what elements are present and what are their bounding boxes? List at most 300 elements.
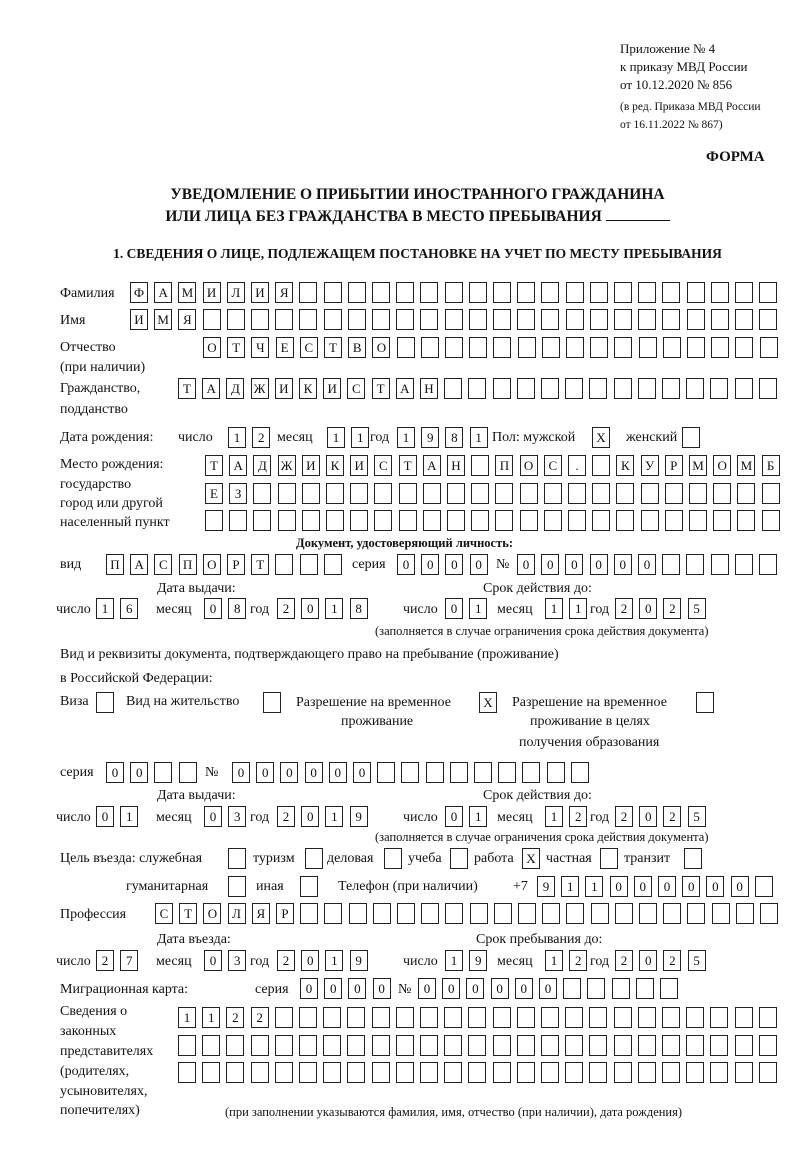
birthplace-box[interactable]: Б — [762, 455, 780, 476]
birthplace-box[interactable] — [616, 510, 634, 531]
visa-checkbox[interactable] — [96, 692, 114, 713]
name-box[interactable] — [348, 309, 366, 330]
stay-series-box[interactable]: 0 — [130, 762, 148, 783]
purpose-other-checkbox[interactable] — [300, 876, 318, 897]
stay-number-box[interactable] — [474, 762, 492, 783]
patronymic-box[interactable] — [639, 337, 657, 358]
stay-issue-year-box[interactable]: 1 — [325, 806, 343, 827]
stay-number-box[interactable] — [377, 762, 395, 783]
birthplace-box[interactable]: Т — [205, 455, 223, 476]
name-box[interactable] — [687, 309, 705, 330]
citizenship-box[interactable] — [686, 378, 704, 399]
id-kind-box[interactable]: С — [154, 554, 172, 575]
stay-until-day-box[interactable]: 1 — [445, 950, 463, 971]
migration-series-box[interactable]: 0 — [324, 978, 342, 999]
surname-box[interactable] — [687, 282, 705, 303]
birthplace-box[interactable] — [520, 483, 538, 504]
legal-rep-box[interactable] — [323, 1035, 341, 1056]
temp-residence-edu-checkbox[interactable] — [696, 692, 714, 713]
legal-rep-box[interactable] — [299, 1007, 317, 1028]
profession-box[interactable]: Я — [252, 903, 270, 924]
stay-issue-day-box[interactable]: 1 — [120, 806, 138, 827]
birthplace-box[interactable]: Н — [447, 455, 465, 476]
name-box[interactable] — [614, 309, 632, 330]
patronymic-box[interactable] — [590, 337, 608, 358]
birthplace-box[interactable]: Р — [665, 455, 683, 476]
stay-series-box[interactable] — [154, 762, 172, 783]
legal-rep-box[interactable] — [372, 1062, 390, 1083]
birthplace-box[interactable] — [665, 483, 683, 504]
citizenship-box[interactable] — [614, 378, 632, 399]
profession-box[interactable] — [373, 903, 391, 924]
id-kind-box[interactable]: А — [130, 554, 148, 575]
stay-valid-year-box[interactable]: 5 — [688, 806, 706, 827]
surname-box[interactable] — [324, 282, 342, 303]
patronymic-box[interactable] — [469, 337, 487, 358]
profession-box[interactable]: Л — [228, 903, 246, 924]
patronymic-box[interactable]: Ч — [251, 337, 269, 358]
purpose-work-checkbox[interactable]: X — [522, 848, 540, 869]
surname-box[interactable] — [517, 282, 535, 303]
id-kind-box[interactable]: Р — [227, 554, 245, 575]
profession-box[interactable] — [397, 903, 415, 924]
stay-issue-month-box[interactable]: 0 — [204, 806, 222, 827]
legal-rep-box[interactable] — [347, 1062, 365, 1083]
migration-number-box[interactable] — [660, 978, 678, 999]
patronymic-box[interactable] — [445, 337, 463, 358]
surname-box[interactable] — [566, 282, 584, 303]
birthplace-box[interactable] — [471, 483, 489, 504]
surname-box[interactable]: М — [178, 282, 196, 303]
birthplace-box[interactable] — [592, 455, 610, 476]
legal-rep-box[interactable] — [202, 1062, 220, 1083]
surname-box[interactable] — [759, 282, 777, 303]
surname-box[interactable] — [493, 282, 511, 303]
citizenship-box[interactable]: К — [299, 378, 317, 399]
citizenship-box[interactable] — [493, 378, 511, 399]
birthplace-box[interactable]: Т — [399, 455, 417, 476]
legal-rep-box[interactable] — [468, 1062, 486, 1083]
phone-box[interactable] — [755, 876, 773, 897]
profession-box[interactable] — [542, 903, 560, 924]
surname-box[interactable] — [541, 282, 559, 303]
citizenship-box[interactable] — [541, 378, 559, 399]
surname-box[interactable] — [638, 282, 656, 303]
dob-day-box[interactable]: 2 — [252, 427, 270, 448]
legal-rep-box[interactable]: 1 — [202, 1007, 220, 1028]
citizenship-box[interactable] — [638, 378, 656, 399]
dob-month-box[interactable]: 1 — [351, 427, 369, 448]
birthplace-box[interactable] — [495, 483, 513, 504]
phone-box[interactable]: 1 — [561, 876, 579, 897]
id-number-box[interactable] — [735, 554, 753, 575]
stay-until-year-box[interactable]: 0 — [639, 950, 657, 971]
id-series-box[interactable]: 0 — [397, 554, 415, 575]
patronymic-box[interactable]: Т — [324, 337, 342, 358]
legal-rep-box[interactable] — [299, 1035, 317, 1056]
stay-valid-year-box[interactable]: 2 — [663, 806, 681, 827]
name-box[interactable] — [711, 309, 729, 330]
id-valid-year-box[interactable]: 2 — [663, 598, 681, 619]
sex-male-checkbox[interactable]: X — [592, 427, 610, 448]
legal-rep-box[interactable] — [178, 1035, 196, 1056]
profession-box[interactable] — [615, 903, 633, 924]
stay-valid-year-box[interactable]: 0 — [639, 806, 657, 827]
temp-residence-checkbox[interactable]: X — [479, 692, 497, 713]
entry-month-box[interactable]: 0 — [204, 950, 222, 971]
legal-rep-box[interactable] — [565, 1007, 583, 1028]
birthplace-box[interactable]: С — [374, 455, 392, 476]
birthplace-box[interactable] — [326, 510, 344, 531]
stay-until-month-box[interactable]: 1 — [545, 950, 563, 971]
stay-number-box[interactable]: 0 — [305, 762, 323, 783]
legal-rep-box[interactable] — [275, 1062, 293, 1083]
legal-rep-box[interactable] — [662, 1007, 680, 1028]
phone-box[interactable]: 0 — [634, 876, 652, 897]
legal-rep-box[interactable] — [517, 1007, 535, 1028]
birthplace-box[interactable] — [253, 510, 271, 531]
citizenship-box[interactable]: А — [396, 378, 414, 399]
stay-number-box[interactable]: 0 — [353, 762, 371, 783]
legal-rep-box[interactable] — [735, 1062, 753, 1083]
name-box[interactable]: И — [130, 309, 148, 330]
legal-rep-box[interactable] — [444, 1035, 462, 1056]
birthplace-box[interactable] — [447, 483, 465, 504]
stay-series-box[interactable] — [179, 762, 197, 783]
name-box[interactable] — [445, 309, 463, 330]
name-box[interactable] — [638, 309, 656, 330]
legal-rep-box[interactable] — [468, 1035, 486, 1056]
surname-box[interactable]: И — [251, 282, 269, 303]
citizenship-box[interactable]: Ж — [251, 378, 269, 399]
citizenship-box[interactable]: Д — [226, 378, 244, 399]
migration-number-box[interactable]: 0 — [442, 978, 460, 999]
birthplace-box[interactable] — [471, 455, 489, 476]
legal-rep-box[interactable] — [565, 1062, 583, 1083]
purpose-private-checkbox[interactable] — [600, 848, 618, 869]
profession-box[interactable]: С — [155, 903, 173, 924]
stay-valid-day-box[interactable]: 1 — [469, 806, 487, 827]
name-box[interactable] — [759, 309, 777, 330]
legal-rep-box[interactable] — [323, 1007, 341, 1028]
legal-rep-box[interactable]: 1 — [178, 1007, 196, 1028]
migration-number-box[interactable]: 0 — [491, 978, 509, 999]
surname-box[interactable] — [735, 282, 753, 303]
dob-year-box[interactable]: 1 — [397, 427, 415, 448]
stay-number-box[interactable]: 0 — [280, 762, 298, 783]
name-box[interactable] — [203, 309, 221, 330]
legal-rep-box[interactable] — [589, 1062, 607, 1083]
id-series-box[interactable]: 0 — [470, 554, 488, 575]
birthplace-box[interactable] — [665, 510, 683, 531]
birthplace-box[interactable]: У — [641, 455, 659, 476]
citizenship-box[interactable]: А — [202, 378, 220, 399]
birthplace-box[interactable] — [423, 483, 441, 504]
migration-series-box[interactable]: 0 — [373, 978, 391, 999]
id-valid-day-box[interactable]: 1 — [469, 598, 487, 619]
profession-box[interactable] — [470, 903, 488, 924]
patronymic-box[interactable] — [663, 337, 681, 358]
dob-year-box[interactable]: 8 — [445, 427, 463, 448]
id-number-box[interactable]: 0 — [614, 554, 632, 575]
entry-year-box[interactable]: 2 — [277, 950, 295, 971]
profession-box[interactable]: Р — [276, 903, 294, 924]
phone-box[interactable]: 0 — [682, 876, 700, 897]
birthplace-box[interactable]: Ж — [278, 455, 296, 476]
stay-until-year-box[interactable]: 2 — [615, 950, 633, 971]
stay-issue-day-box[interactable]: 0 — [96, 806, 114, 827]
patronymic-box[interactable]: С — [300, 337, 318, 358]
patronymic-box[interactable] — [421, 337, 439, 358]
profession-box[interactable]: Т — [179, 903, 197, 924]
profession-box[interactable] — [760, 903, 778, 924]
id-number-box[interactable] — [686, 554, 704, 575]
stay-until-year-box[interactable]: 5 — [688, 950, 706, 971]
legal-rep-box[interactable] — [275, 1007, 293, 1028]
legal-rep-box[interactable] — [541, 1035, 559, 1056]
purpose-study-checkbox[interactable] — [450, 848, 468, 869]
stay-issue-year-box[interactable]: 0 — [301, 806, 319, 827]
id-issue-day-box[interactable]: 6 — [120, 598, 138, 619]
legal-rep-box[interactable] — [686, 1007, 704, 1028]
phone-box[interactable]: 9 — [537, 876, 555, 897]
legal-rep-box[interactable] — [541, 1062, 559, 1083]
legal-rep-box[interactable] — [735, 1007, 753, 1028]
name-box[interactable] — [469, 309, 487, 330]
name-box[interactable] — [251, 309, 269, 330]
stay-until-year-box[interactable]: 2 — [663, 950, 681, 971]
patronymic-box[interactable]: О — [203, 337, 221, 358]
stay-issue-year-box[interactable]: 9 — [350, 806, 368, 827]
id-number-box[interactable]: 0 — [590, 554, 608, 575]
legal-rep-box[interactable] — [638, 1035, 656, 1056]
name-box[interactable] — [493, 309, 511, 330]
citizenship-box[interactable] — [759, 378, 777, 399]
patronymic-box[interactable] — [687, 337, 705, 358]
legal-rep-box[interactable] — [396, 1062, 414, 1083]
dob-year-box[interactable]: 1 — [470, 427, 488, 448]
legal-rep-box[interactable] — [614, 1062, 632, 1083]
id-valid-month-box[interactable]: 1 — [569, 598, 587, 619]
patronymic-box[interactable] — [711, 337, 729, 358]
id-valid-year-box[interactable]: 0 — [639, 598, 657, 619]
stay-number-box[interactable] — [522, 762, 540, 783]
id-valid-month-box[interactable]: 1 — [545, 598, 563, 619]
name-box[interactable] — [324, 309, 342, 330]
id-issue-month-box[interactable]: 8 — [228, 598, 246, 619]
birthplace-box[interactable]: С — [544, 455, 562, 476]
migration-number-box[interactable]: 0 — [466, 978, 484, 999]
citizenship-box[interactable] — [565, 378, 583, 399]
id-kind-box[interactable]: П — [106, 554, 124, 575]
surname-box[interactable] — [662, 282, 680, 303]
id-issue-day-box[interactable]: 1 — [96, 598, 114, 619]
name-box[interactable] — [420, 309, 438, 330]
legal-rep-box[interactable] — [710, 1062, 728, 1083]
stay-number-box[interactable] — [571, 762, 589, 783]
stay-until-month-box[interactable]: 2 — [569, 950, 587, 971]
title-blank-line[interactable] — [606, 206, 670, 221]
legal-rep-box[interactable] — [517, 1035, 535, 1056]
profession-box[interactable] — [639, 903, 657, 924]
purpose-business-checkbox[interactable] — [384, 848, 402, 869]
stay-number-box[interactable]: 0 — [329, 762, 347, 783]
name-box[interactable] — [227, 309, 245, 330]
legal-rep-box[interactable] — [638, 1007, 656, 1028]
legal-rep-box[interactable] — [759, 1062, 777, 1083]
stay-number-box[interactable] — [450, 762, 468, 783]
legal-rep-box[interactable] — [614, 1035, 632, 1056]
birthplace-box[interactable] — [326, 483, 344, 504]
name-box[interactable] — [735, 309, 753, 330]
birthplace-box[interactable] — [278, 483, 296, 504]
profession-box[interactable] — [518, 903, 536, 924]
legal-rep-box[interactable] — [493, 1007, 511, 1028]
purpose-transit-checkbox[interactable] — [684, 848, 702, 869]
birthplace-box[interactable]: О — [713, 455, 731, 476]
surname-box[interactable] — [396, 282, 414, 303]
birthplace-box[interactable]: З — [229, 483, 247, 504]
profession-box[interactable] — [324, 903, 342, 924]
citizenship-box[interactable]: С — [347, 378, 365, 399]
birthplace-box[interactable] — [544, 483, 562, 504]
phone-box[interactable]: 0 — [731, 876, 749, 897]
birthplace-box[interactable] — [399, 510, 417, 531]
legal-rep-box[interactable] — [347, 1035, 365, 1056]
stay-valid-day-box[interactable]: 0 — [445, 806, 463, 827]
citizenship-box[interactable]: И — [275, 378, 293, 399]
birthplace-box[interactable] — [520, 510, 538, 531]
stay-number-box[interactable] — [547, 762, 565, 783]
profession-box[interactable] — [591, 903, 609, 924]
legal-rep-box[interactable] — [662, 1062, 680, 1083]
birthplace-box[interactable] — [689, 483, 707, 504]
legal-rep-box[interactable] — [372, 1035, 390, 1056]
name-box[interactable] — [299, 309, 317, 330]
id-kind-box[interactable] — [300, 554, 318, 575]
name-box[interactable] — [275, 309, 293, 330]
legal-rep-box[interactable] — [420, 1007, 438, 1028]
citizenship-box[interactable] — [735, 378, 753, 399]
birthplace-box[interactable]: К — [326, 455, 344, 476]
legal-rep-box[interactable] — [226, 1062, 244, 1083]
surname-box[interactable] — [372, 282, 390, 303]
surname-box[interactable]: Я — [275, 282, 293, 303]
legal-rep-box[interactable] — [493, 1035, 511, 1056]
legal-rep-box[interactable] — [323, 1062, 341, 1083]
purpose-service-checkbox[interactable] — [228, 848, 246, 869]
profession-box[interactable]: О — [203, 903, 221, 924]
birthplace-box[interactable]: . — [568, 455, 586, 476]
legal-rep-box[interactable] — [420, 1035, 438, 1056]
citizenship-box[interactable] — [589, 378, 607, 399]
patronymic-box[interactable] — [397, 337, 415, 358]
name-box[interactable]: Я — [178, 309, 196, 330]
migration-number-box[interactable]: 0 — [515, 978, 533, 999]
citizenship-box[interactable]: Н — [420, 378, 438, 399]
stay-number-box[interactable]: 0 — [232, 762, 250, 783]
birthplace-box[interactable] — [616, 483, 634, 504]
birthplace-box[interactable] — [495, 510, 513, 531]
id-kind-box[interactable]: Т — [251, 554, 269, 575]
migration-number-box[interactable]: 0 — [539, 978, 557, 999]
birthplace-box[interactable]: М — [737, 455, 755, 476]
legal-rep-box[interactable] — [202, 1035, 220, 1056]
surname-box[interactable] — [348, 282, 366, 303]
purpose-humanitarian-checkbox[interactable] — [228, 876, 246, 897]
name-box[interactable] — [541, 309, 559, 330]
stay-issue-month-box[interactable]: 3 — [228, 806, 246, 827]
legal-rep-box[interactable] — [347, 1007, 365, 1028]
birthplace-box[interactable] — [713, 510, 731, 531]
legal-rep-box[interactable] — [275, 1035, 293, 1056]
id-issue-year-box[interactable]: 8 — [350, 598, 368, 619]
stay-series-box[interactable]: 0 — [106, 762, 124, 783]
legal-rep-box[interactable] — [468, 1007, 486, 1028]
birthplace-box[interactable] — [592, 483, 610, 504]
name-box[interactable] — [396, 309, 414, 330]
id-number-box[interactable] — [711, 554, 729, 575]
patronymic-box[interactable] — [566, 337, 584, 358]
profession-box[interactable] — [736, 903, 754, 924]
birthplace-box[interactable]: А — [229, 455, 247, 476]
residence-permit-checkbox[interactable] — [263, 692, 281, 713]
birthplace-box[interactable] — [253, 483, 271, 504]
id-kind-box[interactable]: О — [203, 554, 221, 575]
birthplace-box[interactable] — [568, 483, 586, 504]
birthplace-box[interactable]: И — [302, 455, 320, 476]
birthplace-box[interactable]: К — [616, 455, 634, 476]
profession-box[interactable] — [494, 903, 512, 924]
legal-rep-box[interactable] — [372, 1007, 390, 1028]
birthplace-box[interactable] — [350, 510, 368, 531]
legal-rep-box[interactable] — [686, 1035, 704, 1056]
birthplace-box[interactable] — [278, 510, 296, 531]
citizenship-box[interactable] — [517, 378, 535, 399]
legal-rep-box[interactable] — [589, 1035, 607, 1056]
entry-year-box[interactable]: 0 — [301, 950, 319, 971]
birthplace-box[interactable] — [205, 510, 223, 531]
surname-box[interactable]: А — [154, 282, 172, 303]
birthplace-box[interactable]: О — [520, 455, 538, 476]
patronymic-box[interactable]: О — [372, 337, 390, 358]
legal-rep-box[interactable] — [299, 1062, 317, 1083]
patronymic-box[interactable] — [735, 337, 753, 358]
birthplace-box[interactable]: Д — [253, 455, 271, 476]
legal-rep-box[interactable] — [710, 1007, 728, 1028]
citizenship-box[interactable]: Т — [372, 378, 390, 399]
stay-number-box[interactable] — [498, 762, 516, 783]
id-series-box[interactable]: 0 — [421, 554, 439, 575]
legal-rep-box[interactable] — [251, 1035, 269, 1056]
dob-day-box[interactable]: 1 — [228, 427, 246, 448]
legal-rep-box[interactable] — [251, 1062, 269, 1083]
legal-rep-box[interactable] — [662, 1035, 680, 1056]
legal-rep-box[interactable] — [759, 1007, 777, 1028]
purpose-tourism-checkbox[interactable] — [305, 848, 323, 869]
surname-box[interactable] — [711, 282, 729, 303]
stay-issue-year-box[interactable]: 2 — [277, 806, 295, 827]
legal-rep-box[interactable] — [444, 1062, 462, 1083]
surname-box[interactable]: Л — [227, 282, 245, 303]
entry-year-box[interactable]: 9 — [350, 950, 368, 971]
birthplace-box[interactable] — [762, 483, 780, 504]
name-box[interactable] — [517, 309, 535, 330]
birthplace-box[interactable]: И — [350, 455, 368, 476]
stay-number-box[interactable]: 0 — [256, 762, 274, 783]
id-issue-month-box[interactable]: 0 — [204, 598, 222, 619]
id-number-box[interactable]: 0 — [565, 554, 583, 575]
